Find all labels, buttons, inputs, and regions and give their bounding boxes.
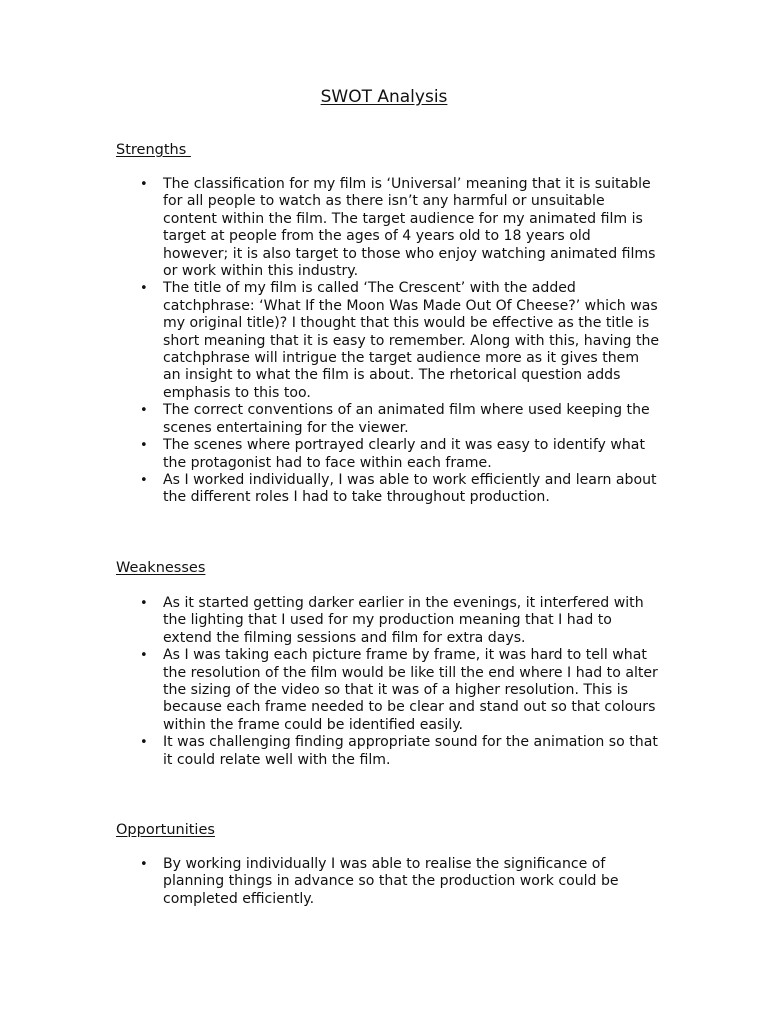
- list-item-text: The scenes where portrayed clearly and it was easy to identify what the protagonist had to face within each frame.: [163, 437, 645, 471]
- list-item-text: As I was taking each picture frame by frame, it was hard to tell what the resolution of the film would be like till the end where I had to alter the sizing of the video so that it was of a higher resolution. This is because each frame needed to be clear and stand out so that colours within the frame could be identified easily.: [163, 647, 658, 733]
- list-item: [140, 280, 660, 402]
- list-item: [140, 437, 660, 472]
- list-item-text: By working individually I was able to realise the significance of planning things in advance so that the production work could be completed efficiently.: [163, 856, 619, 907]
- heading-strengths: Strengths: [116, 142, 191, 158]
- list-item: [140, 647, 660, 734]
- page-title: SWOT Analysis: [320, 87, 448, 107]
- strengths-list: [140, 176, 660, 507]
- bullet-icon: •: [140, 472, 148, 488]
- list-item: [140, 595, 660, 647]
- opportunities-list: [140, 856, 660, 908]
- bullet-icon: •: [140, 438, 148, 454]
- bullet-icon: •: [140, 281, 148, 297]
- list-item: [140, 472, 660, 507]
- heading-weaknesses: Weaknesses: [116, 560, 206, 576]
- list-item: [140, 402, 660, 437]
- bullet-icon: •: [140, 648, 148, 664]
- bullet-icon: •: [140, 403, 148, 419]
- weaknesses-list: [140, 595, 660, 769]
- bullet-icon: •: [140, 596, 148, 611]
- bullet-icon: •: [140, 177, 148, 192]
- list-item-text: The classification for my film is ‘Universal’ meaning that it is suitable for all people to watch as there isn’t any harmful or unsuitable content within the film. The target audience for my animated film is target at people from the ages of 4 years old to 18 years old however; it is also target to those who enjoy watching animated films or work within this industry.: [163, 176, 656, 280]
- list-item-text: As it started getting darker earlier in the evenings, it interfered with the lighting that I used for my production meaning that I had to extend the filming sessions and film for extra days.: [163, 595, 644, 646]
- bullet-icon: •: [140, 735, 148, 751]
- list-item-text: The title of my film is called ‘The Crescent’ with the added catchphrase: ‘What If the Moon Was Made Out Of Cheese?’ which was my original title)? I thought that this would be effective as the title is short meaning that it is easy to remember. Along with this, having the catchphrase will intrigue the target audience more as it gives them an insight to what the film is about. The rhetorical question adds emphasis to this too.: [163, 280, 660, 401]
- list-item: [140, 176, 660, 280]
- list-item-text: The correct conventions of an animated film where used keeping the scenes entertaining for the viewer.: [163, 402, 650, 436]
- bullet-icon: •: [140, 857, 148, 872]
- list-item-text: As I worked individually, I was able to work efficiently and learn about the different roles I had to take throughout production.: [163, 471, 657, 506]
- list-item-text: It was challenging finding appropriate sound for the animation so that it could relate well with the film.: [163, 734, 658, 768]
- heading-opportunities: Opportunities: [116, 822, 215, 838]
- list-item: [140, 856, 660, 908]
- list-item: [140, 734, 660, 769]
